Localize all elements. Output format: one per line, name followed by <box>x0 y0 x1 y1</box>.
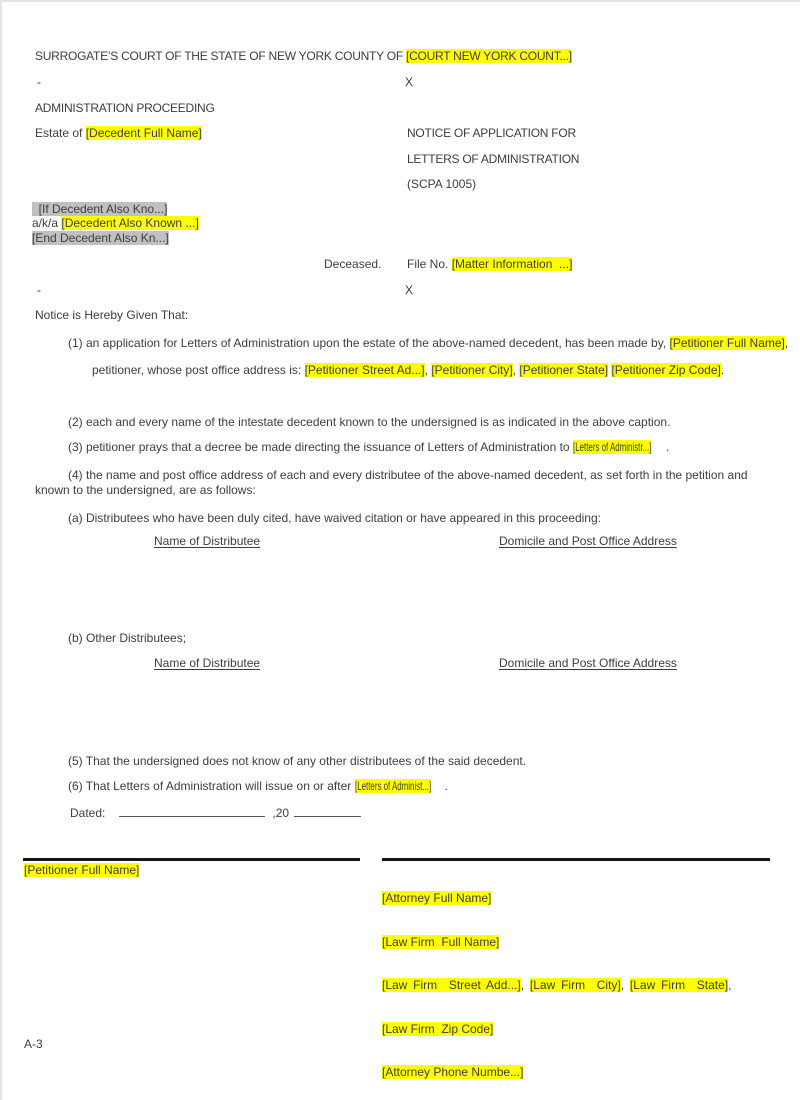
court-caption-line <box>35 49 572 63</box>
attorney-signature-line <box>382 858 770 861</box>
caption-divider-dash: - <box>37 75 41 89</box>
para1-text: (1) an application for Letters of Administration upon the estate of the above-named decedent, has been made by, <box>68 336 670 350</box>
petitioner-zip-field[interactable]: [Petitioner Zip Code] <box>611 362 721 377</box>
notice-title-line1: NOTICE OF APPLICATION FOR <box>407 126 576 140</box>
section-a-label: (a) Distributees who have been duly cited, have waived citation or have appeared in this proceeding: <box>68 511 601 525</box>
court-caption-text: SURROGATE’S COURT OF THE STATE OF NEW YORK COUNTY OF <box>35 49 407 63</box>
law-firm-state-field[interactable]: [Law Firm State] <box>629 978 729 992</box>
deceased-label: Deceased. <box>324 257 382 271</box>
petitioner-signature-line <box>23 858 360 861</box>
section-b-label: (b) Other Distributees; <box>68 631 187 645</box>
para3-text: (3) petitioner prays that a decree be made directing the issuance of Letters of Administration to <box>68 440 573 454</box>
caption-divider-x: X <box>405 75 414 89</box>
notice-title-line2: LETTERS OF ADMINISTRATION <box>407 152 580 166</box>
petitioner-state-field[interactable]: [Petitioner State] <box>519 362 609 377</box>
estate-line <box>35 126 202 140</box>
petitioner-city-field[interactable]: [Petitioner City] <box>431 362 513 377</box>
decedent-name-field[interactable]: [Decedent Full Name] <box>85 126 202 140</box>
file-no-line <box>407 257 572 271</box>
dated-year-prefix: ,20 <box>272 806 290 820</box>
aka-line <box>32 216 199 230</box>
dated-label: Dated: <box>70 806 106 820</box>
petitioner-signature-name <box>24 863 139 877</box>
paragraph-1: (1) an application for Letters of Administration upon the estate of the above-named decedent, has been made by, [Petitioner Full Name], petitioner, whose post office address is: [Petitioner Street Ad...], [Petitioner City], [Petitioner State] [Petitioner Zip Code]. <box>68 336 792 377</box>
law-firm-street-field[interactable]: [Law Firm Street Add...] <box>382 978 521 992</box>
attorney-phone-line <box>382 1065 754 1081</box>
attorney-name-line <box>382 891 754 907</box>
petitioner-name-field[interactable]: [Petitioner Full Name] <box>669 336 785 350</box>
col-header-domicile-b: Domicile and Post Office Address <box>499 656 677 670</box>
caption-divider2-dash: - <box>37 283 41 297</box>
paragraph-5: (5) That the undersigned does not know of any other distributees of the said decedent. <box>68 754 527 768</box>
paragraph-2: (2) each and every name of the intestate decedent known to the undersigned is as indicated in the above caption. <box>68 415 671 429</box>
attorney-block <box>382 863 754 1100</box>
para6-text: (6) That Letters of Administration will issue on or after <box>68 779 355 793</box>
law-firm-name-line <box>382 935 754 951</box>
paragraph-4: (4) the name and post office address of each and every distributee of the above-named decedent, as set forth in the petition and known to the undersigned, are as follows: <box>35 468 751 497</box>
estate-prefix: Estate of <box>35 126 86 140</box>
letters-admin-field[interactable]: [Letters of Administr...] <box>572 440 652 454</box>
dated-line <box>70 805 361 820</box>
caption-divider2-x: X <box>405 283 414 297</box>
law-firm-zip-field[interactable]: [Law Firm Zip Code] <box>382 1021 494 1036</box>
petitioner-signature-field[interactable]: [Petitioner Full Name] <box>24 863 140 877</box>
file-no-label: File No. <box>407 257 452 271</box>
aka-name-field[interactable]: [Decedent Also Known ...] <box>61 216 199 230</box>
notice-title-line3: (SCPA 1005) <box>407 177 477 191</box>
attorney-name-field[interactable]: [Attorney Full Name] <box>382 891 492 905</box>
paragraph-6: (6) That Letters of Administration will issue on or after [Letters of Administ...] . <box>68 779 448 793</box>
aka-end-field[interactable]: [End Decedent Also Kn...] <box>32 231 169 245</box>
aka-prefix: a/k/a <box>32 216 62 230</box>
para1-text2: , petitioner, whose post office address is: <box>92 336 792 377</box>
file-no-field[interactable]: [Matter Information ...] <box>451 257 573 271</box>
col-header-name-b: Name of Distributee <box>154 656 261 670</box>
col-header-domicile-a: Domicile and Post Office Address <box>499 534 677 548</box>
page-number-label: A-3 <box>24 1037 43 1051</box>
notice-intro: Notice is Hereby Given That: <box>35 308 189 322</box>
court-county-field[interactable]: [COURT NEW YORK COUNT...] <box>406 49 572 63</box>
aka-if-field[interactable]: [If Decedent Also Kno...] <box>32 202 168 216</box>
paragraph-3: (3) petitioner prays that a decree be made directing the issuance of Letters of Administration to [Letters of Administr...] . <box>68 440 670 454</box>
petitioner-street-field[interactable]: [Petitioner Street Ad...] <box>304 362 425 377</box>
attorney-phone-field[interactable]: [Attorney Phone Numbe...] <box>382 1065 524 1079</box>
date-blank-line[interactable] <box>119 805 265 817</box>
proceeding-title: ADMINISTRATION PROCEEDING <box>35 101 215 115</box>
law-firm-city-field[interactable]: [Law Firm City] <box>529 978 621 992</box>
col-header-name-a: Name of Distributee <box>154 534 261 548</box>
law-firm-name-field[interactable]: [Law Firm Full Name] <box>382 934 500 949</box>
law-firm-zip-line <box>382 1022 754 1038</box>
year-blank-line[interactable] <box>294 805 361 817</box>
letters-issue-date-field[interactable]: [Letters of Administ...] <box>354 779 431 793</box>
law-firm-address-line: [Law Firm Street Add...], [Law Firm City], [Law Firm State], <box>382 978 732 992</box>
